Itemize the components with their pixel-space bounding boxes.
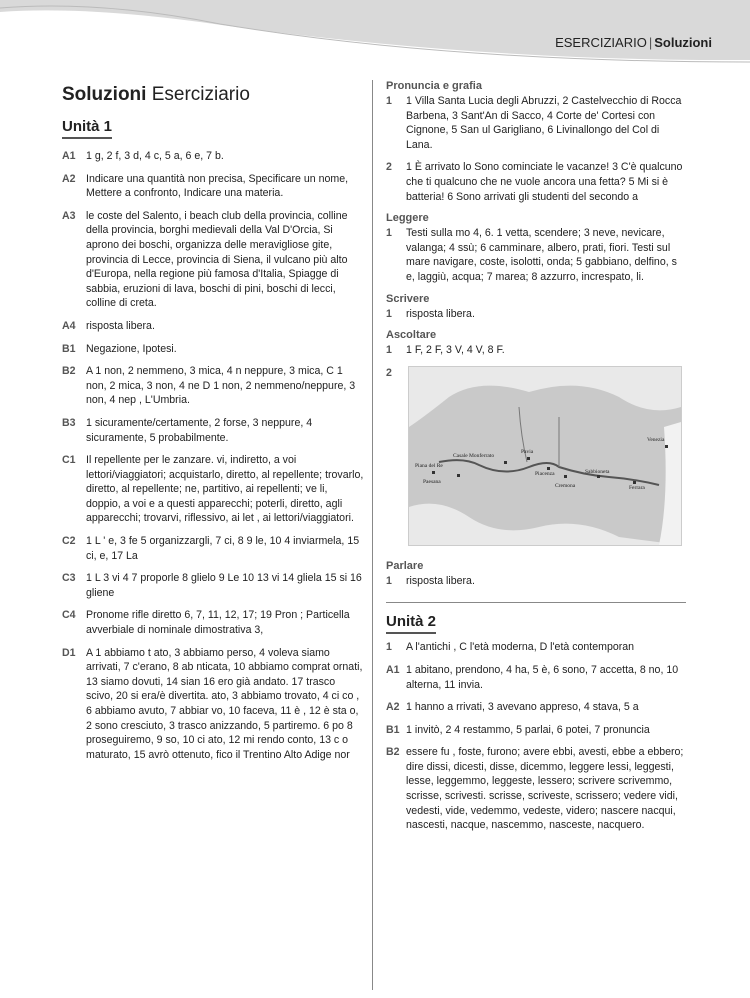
exercise-answer: 1 invitò, 2 4 restammo, 5 parlai, 6 potei, 7 pronuncia xyxy=(406,723,650,736)
parlare-section xyxy=(386,560,686,589)
exercise-item xyxy=(386,574,686,589)
exercise-item xyxy=(386,226,686,284)
header-separator: | xyxy=(648,35,653,50)
exercise-answer: A l'antichi , C l'età moderna, D l'età contemporan xyxy=(406,641,635,654)
exercise-answer: Indicare una quantità non precisa, Specificare un nome, Mettere a confronto, Indicare una materia. xyxy=(86,172,349,200)
exercise-answer: risposta libera. xyxy=(86,319,155,332)
exercise-answer: 1 L ' e, 3 fe 5 organizzargli, 7 ci, 8 9 le, 10 4 inviarmela, 15 ci, e, 17 La xyxy=(86,535,360,562)
exercise-answer: 1 abitano, prendono, 4 ha, 5 è, 6 sono, 7 accetta, 8 no, 10 alterna, 11 invia. xyxy=(406,663,679,691)
exercise-answer: essere fu , foste, furono; avere ebbi, avesti, ebbe a ebbero; dire dissi, dicesti, disse, dicemmo, leggere lessi, leggesti, lesse, leggemmo, leggeste, lessero; scrivere scrivemmo, scrisse, scrivesti. scrisse, scriveste, scrissero; vedere vidi, vedesti, vide, vedemmo, vedeste, videro; nascere nacqui, nascesti, nacque, nascemmo, nasceste, nacquero. xyxy=(406,746,684,832)
exercise-code: A1 xyxy=(62,150,76,162)
exercise-code: 1 xyxy=(386,344,392,357)
exercise-item xyxy=(386,343,686,358)
exercise-c2 xyxy=(62,534,364,563)
exercise-answer: 1 hanno a rrivati, 3 avevano appreso, 4 stava, 5 a xyxy=(406,701,639,714)
header-section: ESERCIZIARIO xyxy=(555,35,647,50)
exercise-d1 xyxy=(62,646,364,763)
exercise-code: A3 xyxy=(62,209,76,222)
section-heading: Scrivere xyxy=(386,292,430,305)
map-place-label: Piana del Re xyxy=(415,462,443,469)
exercise-code: A2 xyxy=(386,701,400,714)
exercise-code: B3 xyxy=(62,416,76,429)
section-heading: Pronuncia e grafia xyxy=(386,80,482,92)
exercise-a1 xyxy=(62,149,364,164)
exercise-answer: risposta libera. xyxy=(406,307,475,320)
page-title-bold: Soluzioni xyxy=(62,84,147,105)
section-divider xyxy=(386,602,686,603)
column-divider xyxy=(372,80,373,990)
exercise-answer: Negazione, Ipotesi. xyxy=(86,342,177,355)
exercise-answer: 1 sicuramente/certamente, 2 forse, 3 neppure, 4 sicuramente, 5 probabilmente. xyxy=(86,416,313,444)
left-column xyxy=(62,82,364,770)
exercise-code: A4 xyxy=(62,319,76,332)
exercise-b2 xyxy=(62,364,364,408)
exercise-code: 2 xyxy=(386,161,392,174)
exercise-c3 xyxy=(62,571,364,600)
page-title xyxy=(62,82,364,108)
exercise-code: B2 xyxy=(386,746,400,759)
exercise-code: B2 xyxy=(62,365,76,378)
section-heading: Parlare xyxy=(386,559,424,572)
exercise-answer: Il repellente per le zanzare. vi, indiretto, a voi lettori/viaggiatori; acquistarlo, diretto, al repellente; trovarlo, diretto, al repellente; ne, partitivo, ai repellenti; ve li, doppio, a voi e a questi apparecchi; poterli, diretto, agli apparecchi; trovarvi, riflessivo, ai let , ai lettori/viaggiatori. xyxy=(86,454,364,525)
map-place-label: Casale Monferrato xyxy=(453,452,495,459)
exercise-code: A2 xyxy=(62,172,76,185)
exercise-a1 xyxy=(386,663,686,692)
exercise-a2 xyxy=(62,172,364,201)
map-place-label: Venezia xyxy=(647,436,665,443)
map-figure xyxy=(408,366,682,546)
exercise-code: A1 xyxy=(386,663,400,676)
exercise-code: 1 xyxy=(386,307,392,320)
exercise-code: 1 xyxy=(386,95,392,107)
exercise-answer: 1 g, 2 f, 3 d, 4 c, 5 a, 6 e, 7 b. xyxy=(86,150,224,162)
exercise-code: 1 xyxy=(386,574,392,587)
right-sections xyxy=(386,80,686,379)
exercise-list xyxy=(62,149,364,762)
exercise-code: C2 xyxy=(62,535,76,548)
exercise-code: C3 xyxy=(62,572,76,585)
exercise-a3 xyxy=(62,209,364,311)
exercise-a2 xyxy=(386,700,686,715)
exercise-b2 xyxy=(386,745,686,833)
exercise-a4 xyxy=(62,319,364,334)
exercise-item xyxy=(386,160,686,204)
exercise-1 xyxy=(386,640,686,655)
unit2-heading: Unità 2 xyxy=(386,613,686,630)
exercise-item xyxy=(386,94,686,152)
exercise-code: 1 xyxy=(386,227,392,240)
exercise-c4 xyxy=(62,608,364,637)
exercise-item xyxy=(386,307,686,322)
exercise-code: C1 xyxy=(62,454,76,467)
exercise-b1 xyxy=(386,723,686,738)
unit-heading: Unità 1 xyxy=(62,118,364,135)
exercise-code: D1 xyxy=(62,646,76,659)
exercise-c1 xyxy=(62,453,364,526)
exercise-answer: le coste del Salento, i beach club della provincia, colline della provincia, borghi medievali della Val D'Orcia, Si aprono dei boschi, organizza delle meravigliose gite, provincia di Lecce, provincia di Siena, il vulcano più alto d'Europa, nella regione più famosa d'Italia, Spiagge di sabbia, eruzioni di lava, boschi di pini, boschi di lecci, colline di creta. xyxy=(86,209,348,310)
exercise-code: B1 xyxy=(62,342,76,355)
exercise-answer: A 1 non, 2 nemmeno, 3 mica, 4 n neppure, 3 mica, C 1 non, 2 mica, 3 non, 4 ne D 1 non, 2 nemmeno/neppure, 3 non, 4 nep , L'Umbria. xyxy=(86,365,356,407)
exercise-answer: 1 F, 2 F, 3 V, 4 V, 8 F. xyxy=(406,344,505,357)
exercise-answer: Pronome rifle diretto 6, 7, 11, 12, 17; 19 Pron ; Particella avverbiale di nominale dimostrativa 3, xyxy=(86,609,350,637)
right-column xyxy=(386,80,686,841)
map-place-label: Pavia xyxy=(521,448,534,455)
map-place-label: Piacenza xyxy=(535,470,555,477)
exercise-b3 xyxy=(62,416,364,445)
exercise-b1 xyxy=(62,342,364,357)
exercise-answer: Testi sulla mo 4, 6. 1 vetta, scendere; 3 neve, nevicare, valanga; 4 ssù; 6 camminare, albero, prati, fiori. Testi sul mare navigare, coste, isolotti, onda; 5 gabbiano, delfino, s e, laggiù, acqua; 7 marea; 8 azzurro, increspato, li. xyxy=(406,227,677,283)
exercise-answer: 1 L 3 vi 4 7 proporle 8 glielo 9 Le 10 13 vi 14 gliela 15 si 16 gliene xyxy=(86,572,362,599)
exercise-answer: A 1 abbiamo t ato, 3 abbiamo perso, 4 voleva siamo arrivati, 7 c'erano, 8 ab nticata, 10 abbiamo comprat ornati, 13 siamo dovuti, 14 sian 16 ero già andato. 17 trasco scivo, 20 si era/è divertita. ato, 3 abbiamo trovato, 4 ci co , 6 abbiamo avuto, 7 abbiar vo, 10 faceva, 11 è , 12 è sta o, 2 sono cresciuto, 3 trasco anizzando, 5 partiremo. 6 po 8 proseguiremo, 9 so, 10 ci ato, 12 mi rendo conto, 13 c o maturato, 15 avrò ottenuto, fico il Trentino Alto Adige nor xyxy=(86,646,363,761)
page-title-rest: Eserciziario xyxy=(146,84,250,105)
map-place-label: Cremona xyxy=(555,482,576,489)
exercise-code: 1 xyxy=(386,641,392,654)
running-header xyxy=(555,35,712,50)
map-place-label: Ferrara xyxy=(629,484,645,491)
header-title: Soluzioni xyxy=(654,35,712,50)
exercise-code: 2 xyxy=(386,366,392,379)
exercise-answer: risposta libera. xyxy=(406,574,475,587)
unit2-exercise-list xyxy=(386,640,686,833)
exercise-answer: 1 Villa Santa Lucia degli Abruzzi, 2 Castelvecchio di Rocca Barbena, 3 Sant'An di Sacco, 4 Corte de' Cortesi con Cignone, 5 San ul Garigliano, 6 Livinallongo del Col di Lana. xyxy=(406,95,682,151)
section-heading: Leggere xyxy=(386,212,429,225)
exercise-code: C4 xyxy=(62,609,76,622)
map-place-label: Paesana xyxy=(423,478,441,485)
map-place-label: Sabbioneta xyxy=(585,468,610,475)
exercise-answer: 1 È arrivato lo Sono cominciate le vacanze! 3 C'è qualcuno che ti qualcuno che ne vuole ancora una fetta? 5 Mi si è batteria! 6 Sono arrivati gli studenti del secondo a xyxy=(406,161,683,203)
exercise-code: B1 xyxy=(386,723,400,736)
map-svg xyxy=(409,367,681,545)
section-heading: Ascoltare xyxy=(386,329,437,342)
